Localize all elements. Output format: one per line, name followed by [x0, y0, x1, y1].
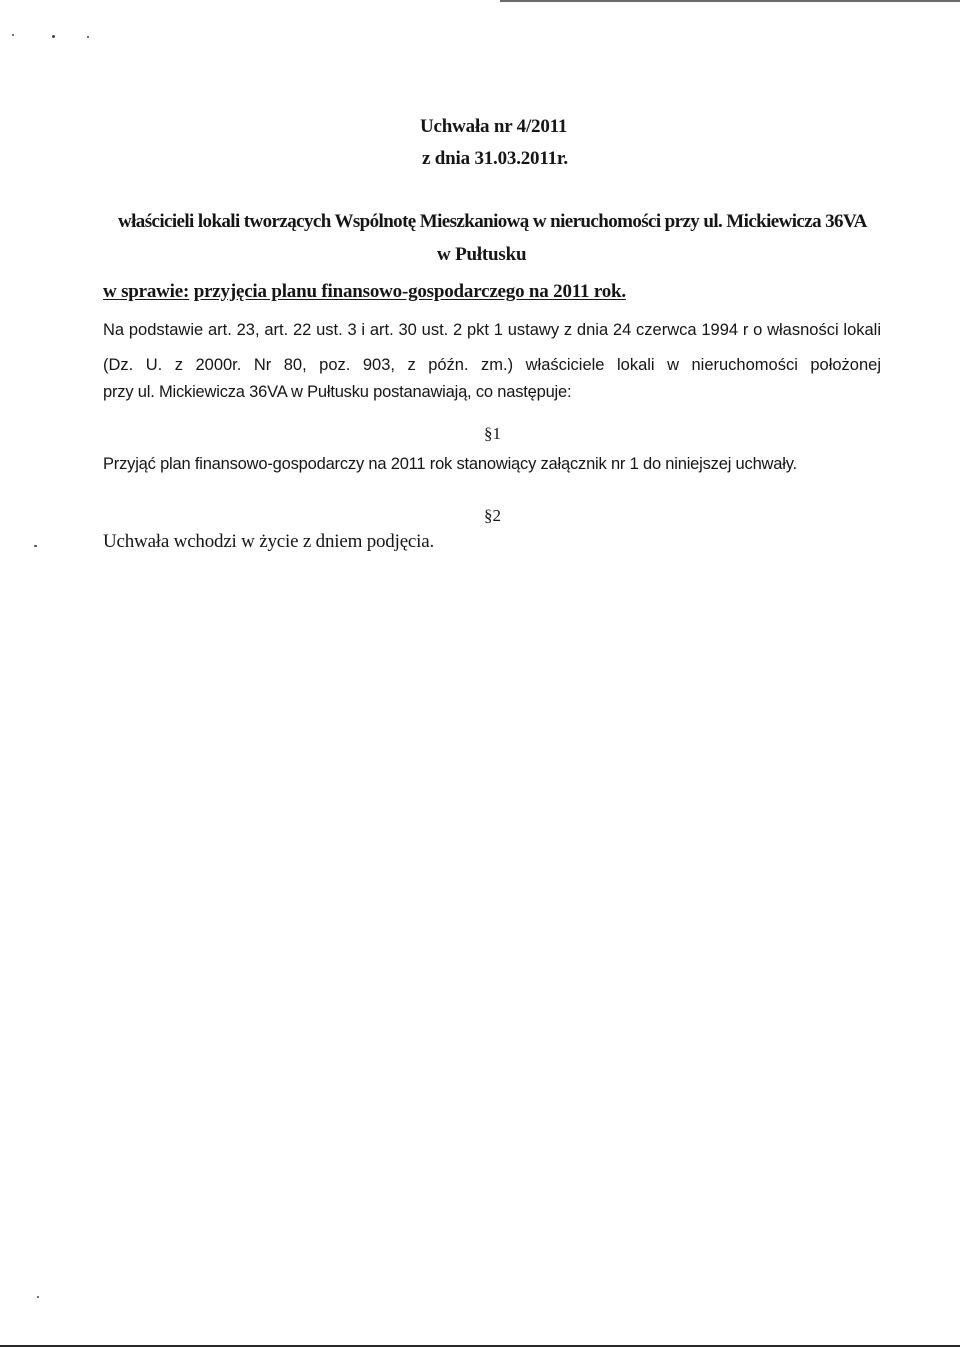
- section-2-text: Uchwała wchodzi w życie z dniem podjęcia.: [103, 531, 435, 552]
- resolution-title: Uchwała nr 4/2011: [420, 116, 568, 137]
- scan-speck: [87, 36, 89, 38]
- scan-speck: [37, 1296, 39, 1298]
- owners-line: właścicieli lokali tworzących Wspólnotę Mieszkaniową w nieruchomości przy ul. Mickiewicza 36VA: [118, 211, 867, 232]
- section-2-mark: §2: [484, 506, 501, 525]
- subject-text: przyjęcia planu finansowo-gospodarczego na 2011 rok.: [193, 281, 626, 302]
- subject-line: [103, 281, 626, 303]
- legal-basis-line-3: przy ul. Mickiewicza 36VA w Pułtusku postanawiają, co następuje:: [103, 383, 572, 401]
- section-1-text: Przyjąć plan finansowo-gospodarczy na 2011 rok stanowiący załącznik nr 1 do niniejszej uchwały.: [103, 455, 797, 473]
- scan-speck: [34, 545, 37, 547]
- section-1-mark: §1: [484, 424, 501, 443]
- legal-basis-line-1: Na podstawie art. 23, art. 22 ust. 3 i art. 30 ust. 2 pkt 1 ustawy z dnia 24 czerwca 1994 r o własności lokali: [103, 321, 881, 339]
- resolution-date: z dnia 31.03.2011r.: [422, 148, 568, 169]
- city-line: w Pułtusku: [437, 244, 527, 265]
- legal-basis-line-2: (Dz. U. z 2000r. Nr 80, poz. 903, z późn. zm.) właściciele lokali w nieruchomości położonej: [103, 356, 881, 374]
- scan-speck: [52, 35, 55, 38]
- subject-prefix: w sprawie:: [103, 281, 190, 302]
- scan-top-edge: [500, 0, 960, 2]
- scan-speck: [12, 34, 14, 36]
